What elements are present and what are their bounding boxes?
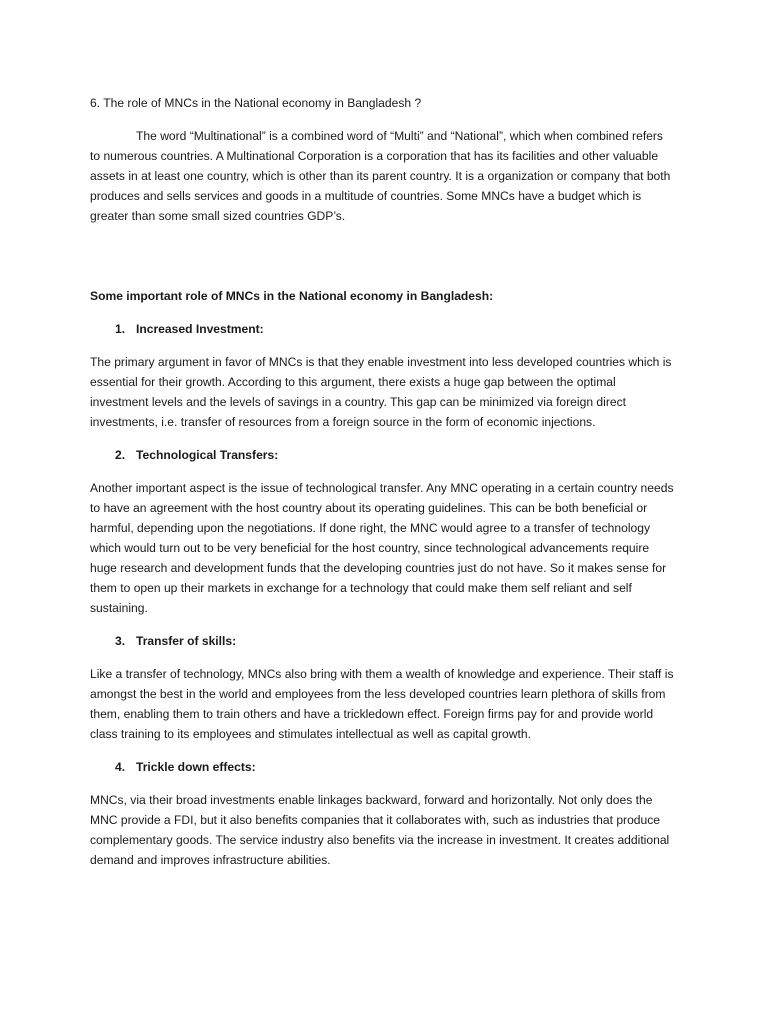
item-1 [90,319,676,432]
item-heading [90,445,676,465]
item-heading [90,757,676,777]
item-heading [90,319,676,339]
item-heading [90,631,676,651]
section-heading: Some important role of MNCs in the National economy in Bangladesh: [90,289,494,303]
document-page [90,93,676,883]
item-number: 1. [115,322,126,336]
item-number: 4. [115,760,126,774]
item-title: Increased Investment: [136,322,264,336]
question-title: 6. The role of MNCs in the National economy in Bangladesh ? [90,96,422,110]
item-number: 3. [115,634,126,648]
item-paragraph: The primary argument in favor of MNCs is that they enable investment into less developed countries which is essential for their growth. According to this argument, there exists a huge gap between the optimal investment levels and the levels of savings in a country. This gap can be minimized via foreign direct investments, i.e. transfer of resources from a foreign source in the form of economic injections. [90,355,672,429]
item-paragraph: Like a transfer of technology, MNCs also bring with them a wealth of knowledge and experience. Their staff is amongst the best in the world and employees from the less developed countries learn plethora of skills from them, enabling them to train others and have a trickledown effect. Foreign firms pay for and provide world class training to its employees and stimulates intellectual as well as capital growth. [90,667,674,741]
item-2 [90,445,676,618]
item-paragraph: Another important aspect is the issue of technological transfer. Any MNC operating in a certain country needs to have an agreement with the host country about its operating guidelines. This can be both beneficial or harmful, depending upon the negotiations. If done right, the MNC would agree to a transfer of technology which would turn out to be very beneficial for the host country, since technological advancements require huge research and development funds that the developing countries just do not have. So it makes sense for them to open up their markets in exchange for a technology that could make them self reliant and self sustaining. [90,481,674,615]
item-title: Transfer of skills: [136,634,237,648]
item-3 [90,631,676,744]
item-title: Technological Transfers: [136,448,279,462]
intro-paragraph: The word “Multinational” is a combined word of “Multi” and “National”, which when combined refers to numerous countries. A Multinational Corporation is a corporation that has its facilities and other valuable assets in at least one country, which is other than its parent country. It is a organization or company that both produces and sells services and goods in a multitude of countries. Some MNCs have a budget which is greater than some small sized countries GDP’s. [90,129,671,223]
item-4 [90,757,676,870]
item-title: Trickle down effects: [136,760,256,774]
item-paragraph: MNCs, via their broad investments enable linkages backward, forward and horizontally. Not only does the MNC provide a FDI, but it also benefits companies that it collaborates with, such as industries that produce complementary goods. The service industry also benefits via the increase in investment. It creates additional demand and improves infrastructure abilities. [90,793,670,867]
item-number: 2. [115,448,126,462]
